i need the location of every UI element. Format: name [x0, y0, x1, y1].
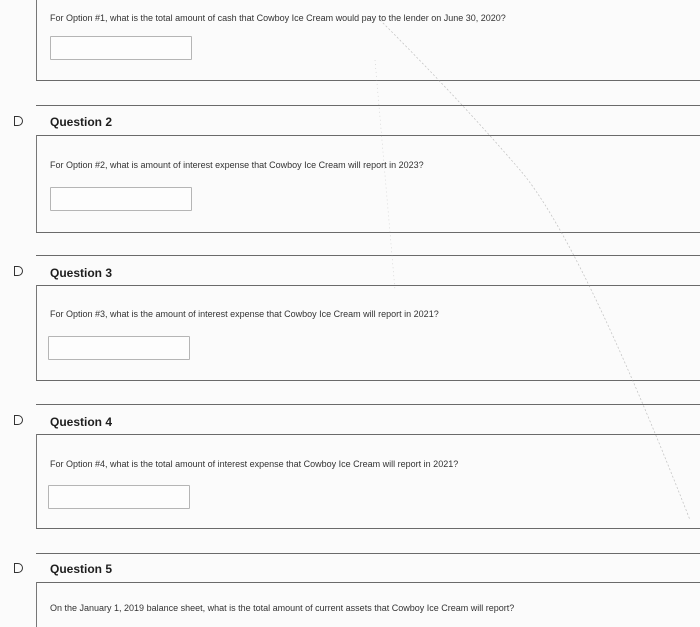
question-3-title: Question 3	[50, 266, 113, 280]
question-4-header-divider	[36, 434, 700, 435]
question-4-text: For Option #4, what is the total amount of interest expense that Cowboy Ice Cream will report in 2021?	[50, 459, 459, 469]
question-4-top-border	[36, 404, 700, 405]
question-5-title: Question 5	[50, 562, 113, 576]
question-4-bottom-border	[36, 528, 700, 529]
question-2-header-divider	[36, 135, 700, 136]
question-3-bottom-border	[36, 380, 700, 381]
question-2-bottom-border	[36, 232, 700, 233]
question-2-text: For Option #2, what is amount of interest expense that Cowboy Ice Cream will report in 2023?	[50, 160, 424, 170]
question-5-left-border	[36, 582, 37, 627]
question-3-left-border	[36, 285, 37, 380]
bookmark-flag-icon[interactable]	[14, 563, 23, 573]
question-3-answer-input[interactable]	[48, 336, 190, 360]
question-4-title: Question 4	[50, 415, 113, 429]
question-1-answer-input[interactable]	[50, 36, 192, 60]
question-2-title: Question 2	[50, 115, 113, 129]
question-1-text: For Option #1, what is the total amount of cash that Cowboy Ice Cream would pay to the lender on June 30, 2020?	[50, 13, 506, 23]
bookmark-flag-icon[interactable]	[14, 116, 23, 126]
bookmark-flag-icon[interactable]	[14, 415, 23, 425]
bookmark-flag-icon[interactable]	[14, 266, 23, 276]
question-5-top-border	[36, 553, 700, 554]
question-3-header-divider	[36, 285, 700, 286]
question-5-text: On the January 1, 2019 balance sheet, what is the total amount of current assets that Cowboy Ice Cream will report?	[50, 603, 515, 613]
question-2-answer-input[interactable]	[50, 187, 192, 211]
question-2-top-border	[36, 105, 700, 106]
question-4-left-border	[36, 434, 37, 528]
question-3-top-border	[36, 255, 700, 256]
question-2-left-border	[36, 135, 37, 232]
question-1-bottom-border	[36, 80, 700, 81]
question-4-answer-input[interactable]	[48, 485, 190, 509]
question-3-text: For Option #3, what is the amount of interest expense that Cowboy Ice Cream will report in 2021?	[50, 309, 439, 319]
question-5-header-divider	[36, 582, 700, 583]
question-1-left-border	[36, 0, 37, 80]
